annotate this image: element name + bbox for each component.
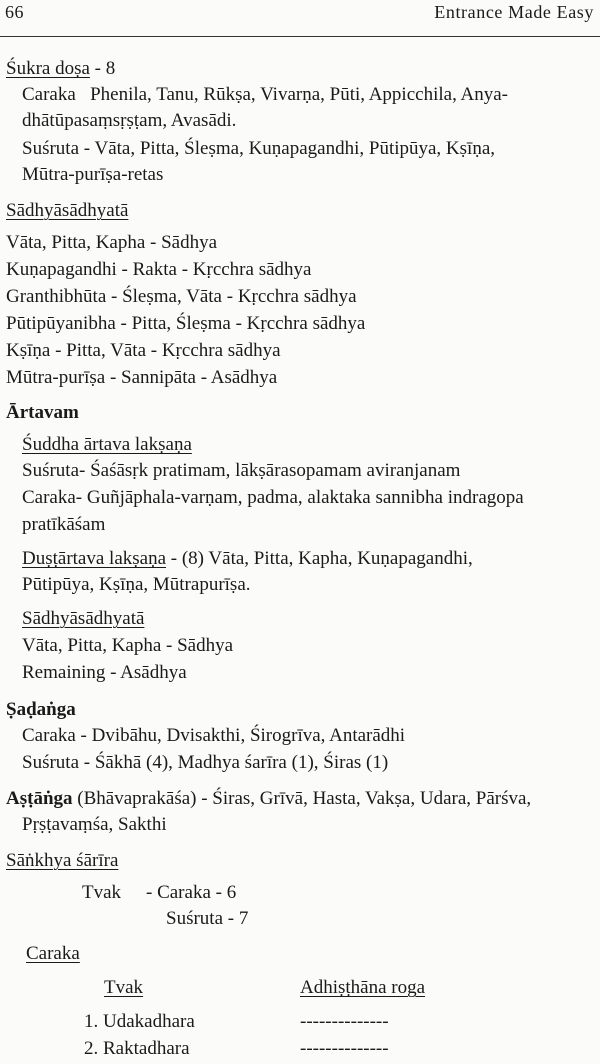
suddha-caraka-1: Caraka- Guñjāphala-varṇam, padma, alaktaka sannibha indragopa [22, 487, 524, 508]
sadanga-heading: Ṣaḍaṅga [6, 699, 76, 720]
tvak-susruta: Suśruta - 7 [166, 908, 249, 929]
sadhya-row-1: Vāta, Pitta, Kapha - Sādhya [6, 232, 218, 253]
page-number: 66 [5, 2, 24, 22]
artavam-heading: Ārtavam [6, 402, 79, 423]
table-row-1-roga: -------------- [300, 1011, 389, 1032]
sadhya-row-2: Kuṇapagandhi - Rakta - Kṛcchra sādhya [6, 259, 312, 280]
running-header: Entrance Made Easy [434, 2, 594, 22]
sukra-susruta-line-2: Mūtra-purīṣa-retas [22, 164, 164, 185]
sukra-dosa-heading: Śukra doṣa [6, 58, 90, 79]
sukra-caraka-line-2: dhātūpasaṃsṛṣṭam, Avasādi. [22, 110, 237, 131]
sukra-susruta-line-1: Suśruta - Vāta, Pitta, Śleṣma, Kuṇapagandhi, Pūtipūya, Kṣīṇa, [22, 138, 496, 159]
sukra-caraka-line-1 [22, 82, 508, 108]
sadanga-caraka: Caraka - Dvibāhu, Dvisakthi, Śirogrīva, Antarādhi [22, 725, 406, 746]
dusta-artava-text-1: - (8) Vāta, Pitta, Kapha, Kuṇapagandhi, [166, 548, 473, 569]
sukra-dosa-count: - 8 [89, 58, 116, 79]
table-col-tvak: Tvak [104, 977, 144, 998]
dusta-artava-line-2: Pūtipūya, Kṣīṇa, Mūtrapurīṣa. [22, 574, 251, 595]
tvak-label: Tvak [82, 882, 122, 903]
sukra-dosa-line [6, 56, 115, 82]
dusta-artava-heading: Duṣṭārtava lakṣaṇa [22, 548, 167, 569]
astanga-text-1: (Bhāvaprakāśa) - Śiras, Grīvā, Hasta, Vakṣa, Udara, Pārśva, [72, 788, 532, 809]
sadhya-row-6: Mūtra-purīṣa - Sannipāta - Asādhya [6, 367, 278, 388]
dusta-artava-line-1 [22, 546, 473, 572]
suddha-susruta: Suśruta- Śaśāsṛk pratimam, lākṣārasopamam aviranjanam [22, 460, 461, 481]
astanga-heading: Aṣṭāṅga [6, 788, 73, 809]
table-col-adhisthana-roga: Adhiṣṭhāna roga [300, 977, 426, 998]
suddha-artava-heading: Śuddha ārtava lakṣaṇa [22, 434, 192, 455]
sadhyasadhyata-heading: Sādhyāsādhyatā [6, 200, 129, 221]
table-row-1-name: 1. Udakadhara [84, 1011, 195, 1032]
sukra-caraka-label: Caraka [22, 84, 76, 105]
tvak-caraka: - Caraka - 6 [146, 882, 237, 903]
header-rule [0, 36, 600, 37]
sadhya-row-4: Pūtipūyanibha - Pitta, Śleṣma - Kṛcchra sādhya [6, 313, 366, 334]
suddha-caraka-2: pratīkāśam [22, 514, 106, 535]
caraka-table-heading: Caraka [26, 943, 80, 964]
sadhya-row-5: Kṣīṇa - Pitta, Vāta - Kṛcchra sādhya [6, 340, 281, 361]
sadanga-susruta: Suśruta - Śākhā (4), Madhya śarīra (1), Śiras (1) [22, 752, 389, 773]
artava-sadhya-heading: Sādhyāsādhyatā [22, 608, 145, 629]
sukra-caraka-text-1: Phenila, Tanu, Rūkṣa, Vivarṇa, Pūti, Appicchila, Anya- [90, 84, 508, 105]
astanga-line-1 [6, 786, 531, 812]
astanga-line-2: Pṛṣṭavaṃśa, Sakthi [22, 814, 167, 835]
table-row-2-roga: -------------- [300, 1038, 389, 1059]
sankhya-sarira-heading: Sāṅkhya śārīra [6, 850, 119, 871]
table-row-2-name: 2. Raktadhara [84, 1038, 190, 1059]
sadhya-row-3: Granthibhūta - Śleṣma, Vāta - Kṛcchra sādhya [6, 286, 357, 307]
artava-sadhya-row-1: Vāta, Pitta, Kapha - Sādhya [22, 635, 234, 656]
artava-sadhya-row-2: Remaining - Asādhya [22, 662, 187, 683]
